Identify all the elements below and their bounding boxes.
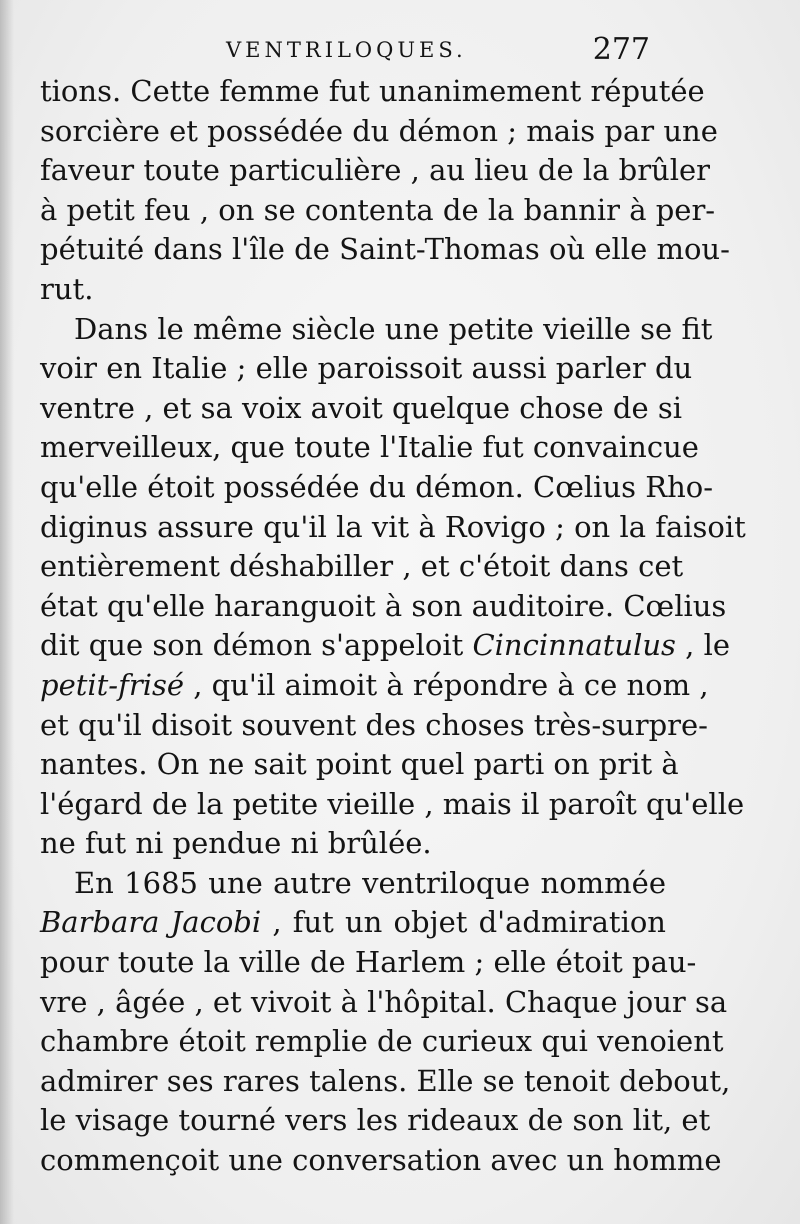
text-line: état qu'elle haranguoit à son auditoire. Cœlius <box>40 588 727 623</box>
text-line: pétuité dans l'île de Saint-Thomas où elle mou- <box>40 232 730 267</box>
text-line: vre , âgée , et vivoit à l'hôpital. Chaque jour sa <box>40 984 728 1019</box>
text-line: Barbara Jacobi , fut un objet d'admiration <box>40 905 666 940</box>
italic-name: petit-frisé <box>40 667 185 702</box>
text-line: qu'elle étoit possédée du démon. Cœlius Rho- <box>40 469 714 504</box>
text-line: nantes. On ne sait point quel parti on prit à <box>40 747 679 782</box>
text-line: commençoit une conversation avec un homme <box>40 1143 722 1178</box>
text-line: Dans le même siècle une petite vieille se fit <box>74 311 713 346</box>
italic-name: Barbara Jacobi <box>40 905 262 940</box>
running-head: VENTRILOQUES. <box>226 38 467 62</box>
text-line: ne fut ni pendue ni brûlée. <box>40 826 432 861</box>
italic-name: Cincinnatulus <box>472 628 676 663</box>
text-line: chambre étoit remplie de curieux qui venoient <box>40 1024 724 1059</box>
text-line: sorcière et possédée du démon ; mais par une <box>40 113 718 148</box>
page-number: 277 <box>592 32 650 67</box>
text-line: dit que son démon s'appeloit Cincinnatulus , le <box>40 628 731 663</box>
page-header <box>40 32 650 72</box>
text-line: admirer ses rares talens. Elle se tenoit debout, <box>40 1063 731 1098</box>
text-line: En 1685 une autre ventriloque nommée <box>74 865 666 900</box>
text-line: l'égard de la petite vieille , mais il paroît qu'elle <box>40 786 745 821</box>
text-line: pour toute la ville de Harlem ; elle étoit pau- <box>40 945 697 980</box>
text-line: entièrement déshabiller , et c'étoit dans cet <box>40 549 684 584</box>
text-line: petit-frisé , qu'il aimoit à répondre à ce nom , <box>40 667 709 702</box>
text-line: le visage tourné vers les rideaux de son lit, et <box>40 1103 711 1138</box>
text-line: à petit feu , on se contenta de la bannir à per- <box>40 192 716 227</box>
text-line: faveur toute particulière , au lieu de la brûler <box>40 153 711 188</box>
body-text <box>40 72 746 1181</box>
text-line: voir en Italie ; elle paroissoit aussi parler du <box>40 351 693 386</box>
page-shadow-edge <box>0 0 14 1224</box>
text-line: et qu'il disoit souvent des choses très-surpre- <box>40 707 708 742</box>
text-line: diginus assure qu'il la vit à Rovigo ; on la faisoit <box>40 509 746 544</box>
text-line: ventre , et sa voix avoit quelque chose de si <box>40 390 682 425</box>
text-line: tions. Cette femme fut unanimement réputée <box>40 74 705 108</box>
text-line: merveilleux, que toute l'Italie fut convaincue <box>40 430 699 465</box>
text-line: rut. <box>40 271 94 306</box>
